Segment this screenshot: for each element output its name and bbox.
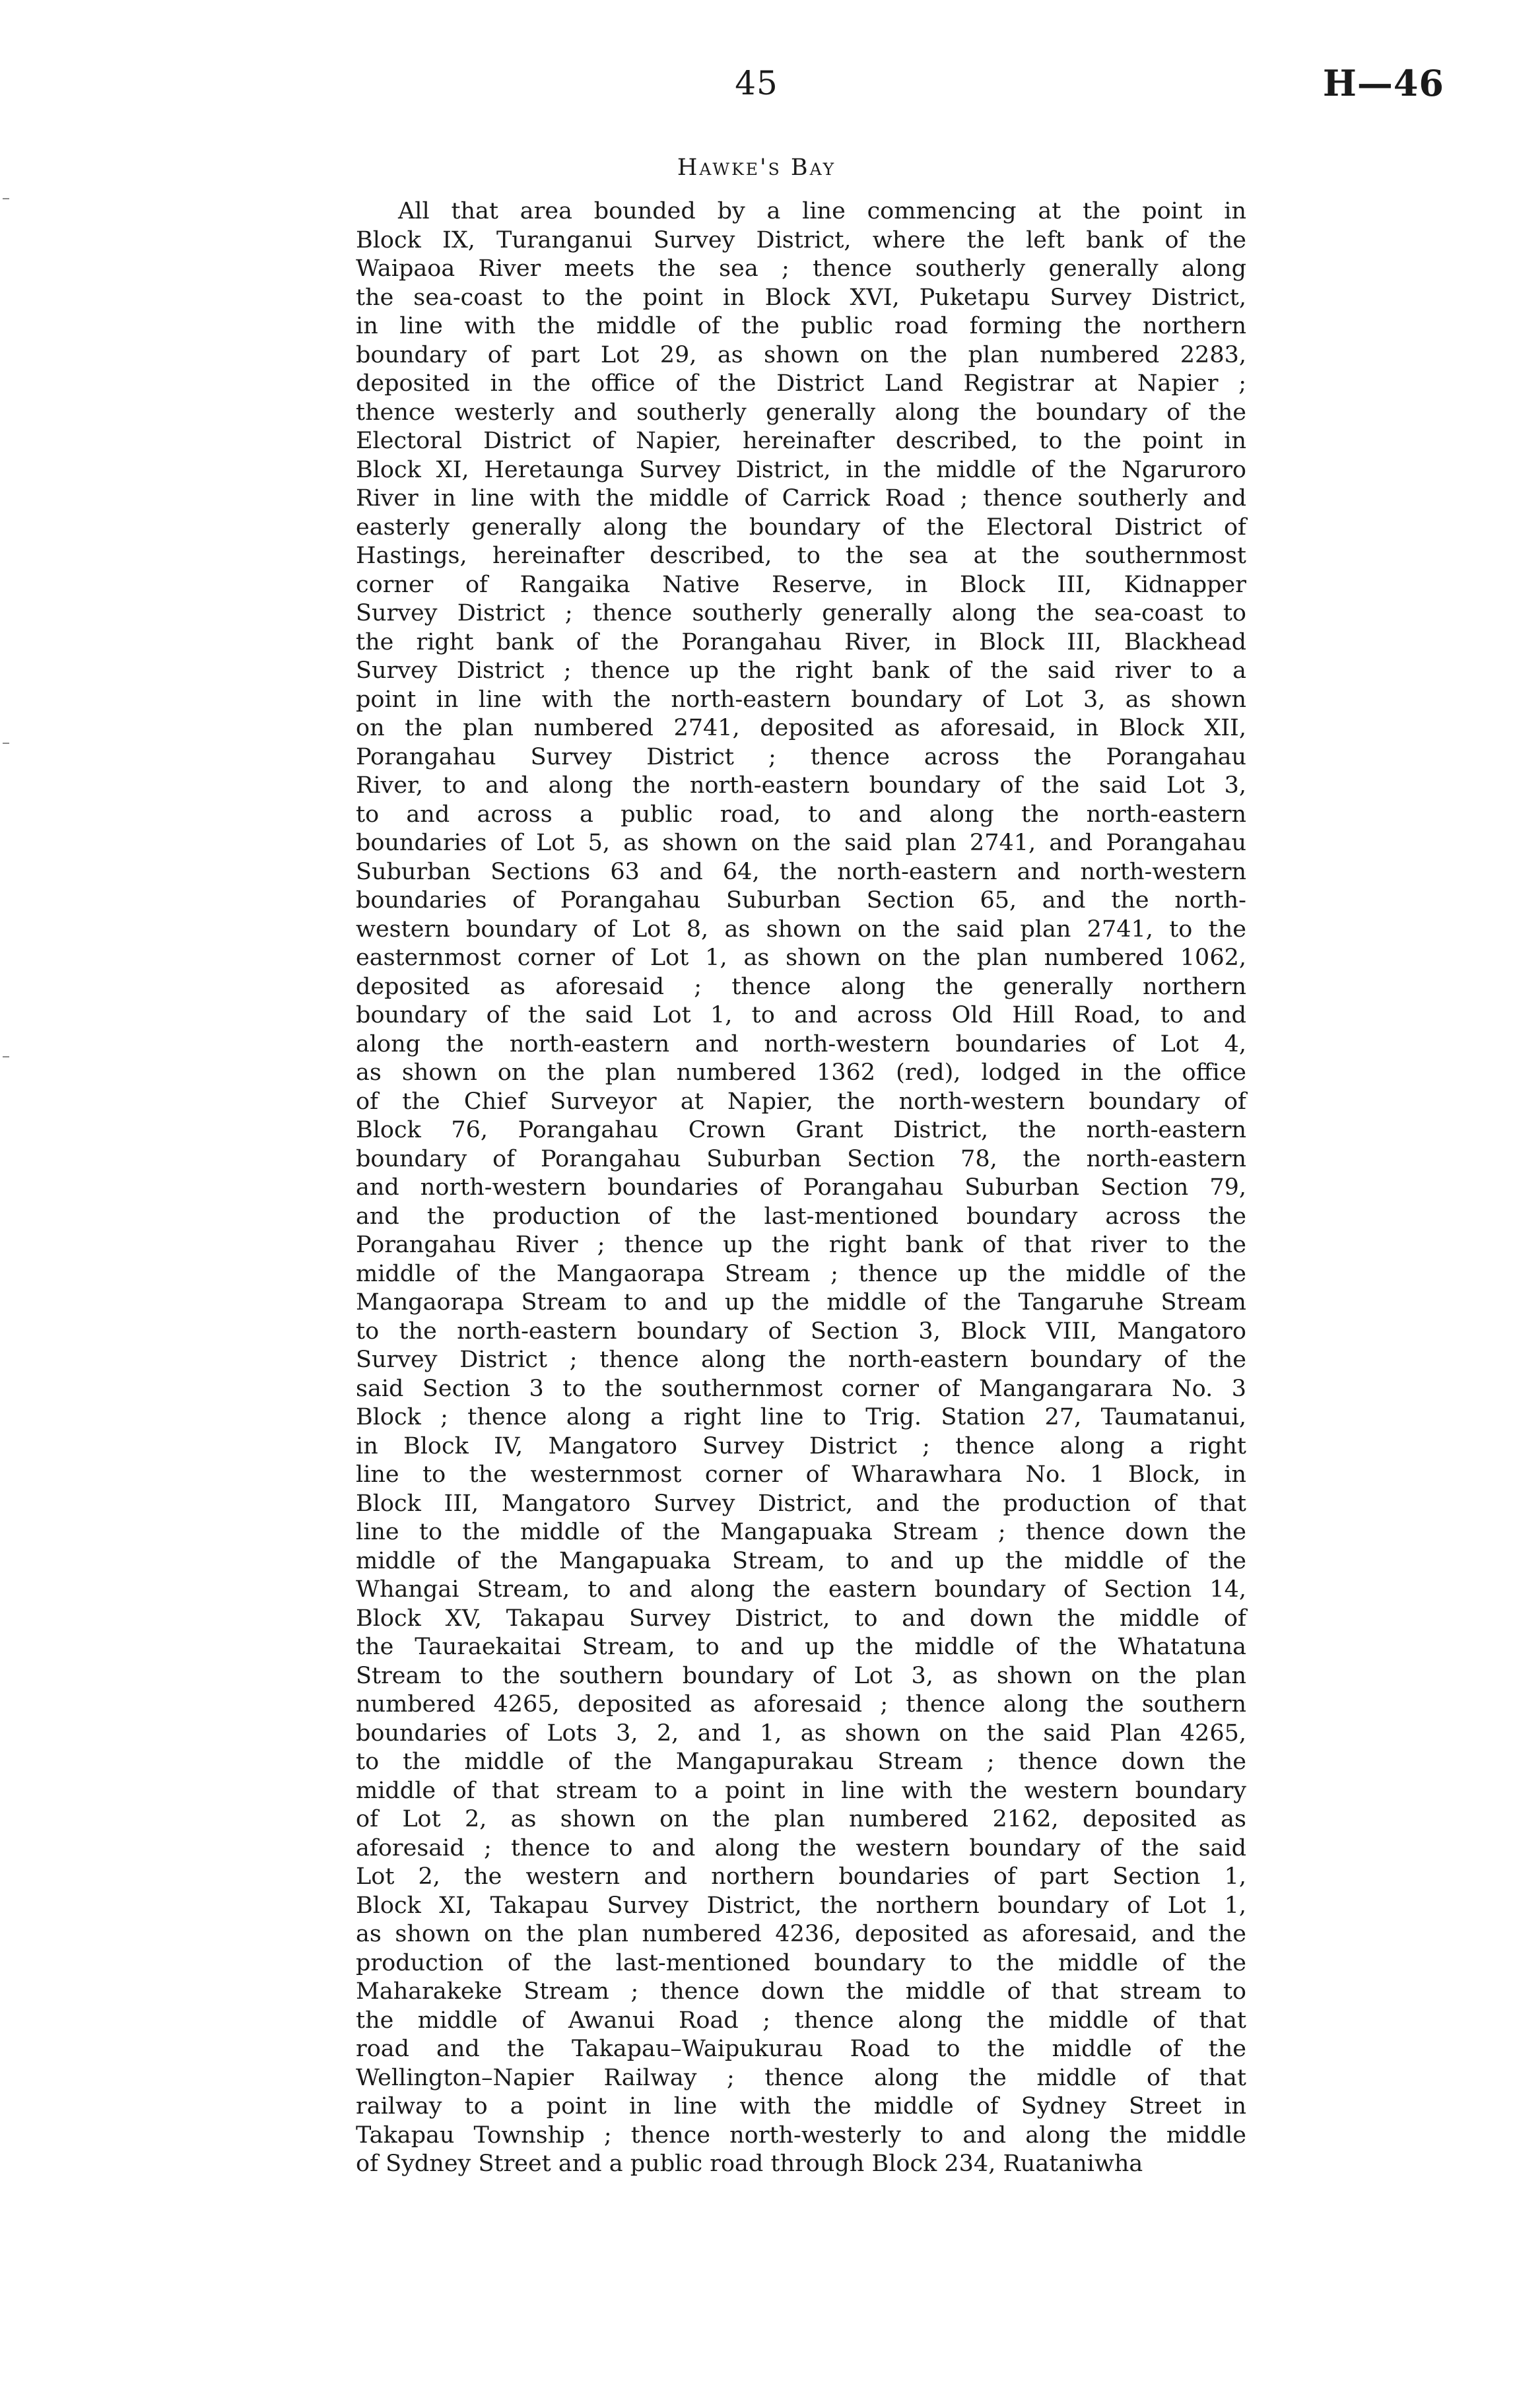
text-line: along the north-eastern and north-western boundaries of Lot 4,: [356, 1030, 1246, 1057]
text-line: Block XI, Takapau Survey District, the northern boundary of Lot 1,: [356, 1892, 1246, 1919]
text-line: Block 76, Porangahau Crown Grant District, the north-eastern: [356, 1117, 1246, 1143]
text-line: said Section 3 to the southernmost corner of Mangangarara No. 3: [356, 1375, 1246, 1402]
text-line: Survey District ; thence southerly generally along the sea-coast to: [356, 600, 1246, 626]
text-line: western boundary of Lot 8, as shown on the said plan 2741, to the: [356, 916, 1246, 943]
text-line: Block IX, Turanganui Survey District, where the left bank of the: [356, 226, 1246, 253]
text-line: deposited as aforesaid ; thence along the generally northern: [356, 973, 1246, 1000]
text-line: Electoral District of Napier, hereinafter described, to the point in: [356, 428, 1246, 454]
margin-mark: [3, 198, 9, 199]
text-line: Whangai Stream, to and along the eastern boundary of Section 14,: [356, 1576, 1246, 1603]
text-line: Block XI, Heretaunga Survey District, in the middle of the Ngaruroro: [356, 456, 1246, 483]
text-line: Hastings, hereinafter described, to the sea at the southernmost: [356, 543, 1246, 569]
text-line: Wellington–Napier Railway ; thence along the middle of that: [356, 2064, 1246, 2091]
text-line: numbered 4265, deposited as aforesaid ; thence along the southern: [356, 1691, 1246, 1718]
text-line: as shown on the plan numbered 1362 (red), lodged in the office: [356, 1059, 1246, 1086]
boundary-description: [356, 197, 1246, 2179]
text-line: Mangaorapa Stream to and up the middle of the Tangaruhe Stream: [356, 1289, 1246, 1316]
text-line: on the plan numbered 2741, deposited as aforesaid, in Block XII,: [356, 715, 1246, 741]
text-line: thence westerly and southerly generally along the boundary of the: [356, 399, 1246, 426]
text-line: deposited in the office of the District Land Registrar at Napier ;: [356, 370, 1246, 397]
text-line: Suburban Sections 63 and 64, the north-eastern and north-western: [356, 858, 1246, 885]
text-line: of Sydney Street and a public road through Block 234, Ruataniwha: [356, 2151, 1143, 2177]
text-line: line to the middle of the Mangapuaka Stream ; thence down the: [356, 1519, 1246, 1545]
text-line: of Lot 2, as shown on the plan numbered 2162, deposited as: [356, 1806, 1246, 1832]
text-line: boundary of Porangahau Suburban Section 78, the north-eastern: [356, 1145, 1246, 1172]
text-line: Block ; thence along a right line to Trig. Station 27, Taumatanui,: [356, 1404, 1246, 1430]
text-line: and north-western boundaries of Porangahau Suburban Section 79,: [356, 1174, 1246, 1201]
text-line: aforesaid ; thence to and along the western boundary of the said: [356, 1834, 1246, 1861]
margin-mark: [3, 1056, 9, 1057]
text-line: the right bank of the Porangahau River, in Block III, Blackhead: [356, 628, 1246, 655]
section-heading: Hawke's Bay: [677, 154, 836, 181]
text-line: road and the Takapau–Waipukurau Road to the middle of the: [356, 2036, 1246, 2062]
text-line: Survey District ; thence along the north-eastern boundary of the: [356, 1347, 1246, 1373]
text-line: Stream to the southern boundary of Lot 3, as shown on the plan: [356, 1662, 1246, 1689]
text-line: boundary of part Lot 29, as shown on the plan numbered 2283,: [356, 341, 1246, 368]
text-line: middle of the Mangapuaka Stream, to and up the middle of the: [356, 1547, 1246, 1574]
text-line: as shown on the plan numbered 4236, deposited as aforesaid, and the: [356, 1921, 1246, 1947]
text-line: railway to a point in line with the middle of Sydney Street in: [356, 2093, 1246, 2120]
text-line: middle of that stream to a point in line with the western boundary: [356, 1777, 1246, 1804]
text-line: Takapau Township ; thence north-westerly to and along the middle: [356, 2122, 1246, 2149]
text-line: Porangahau Survey District ; thence across the Porangahau: [356, 743, 1246, 770]
document-reference: H—46: [1322, 62, 1444, 104]
text-line: Block XV, Takapau Survey District, to and down the middle of: [356, 1605, 1246, 1632]
text-line: in Block IV, Mangatoro Survey District ; thence along a right: [356, 1432, 1246, 1459]
text-line: Block III, Mangatoro Survey District, and the production of that: [356, 1490, 1246, 1517]
text-line: middle of the Mangaorapa Stream ; thence up the middle of the: [356, 1260, 1246, 1287]
text-line: the Tauraekaitai Stream, to and up the middle of the Whatatuna: [356, 1634, 1246, 1660]
text-line: to the north-eastern boundary of Section 3, Block VIII, Mangatoro: [356, 1318, 1246, 1345]
text-line: All that area bounded by a line commencing at the point in: [398, 198, 1246, 224]
text-line: River in line with the middle of Carrick Road ; thence southerly and: [356, 485, 1246, 512]
page-number: 45: [735, 64, 778, 102]
text-line: Waipaoa River meets the sea ; thence southerly generally along: [356, 255, 1246, 282]
text-line: and the production of the last-mentioned boundary across the: [356, 1203, 1246, 1230]
text-line: in line with the middle of the public road forming the northern: [356, 313, 1246, 339]
text-line: production of the last-mentioned boundary to the middle of the: [356, 1949, 1246, 1976]
text-line: boundary of the said Lot 1, to and across Old Hill Road, to and: [356, 1002, 1246, 1028]
text-line: easternmost corner of Lot 1, as shown on the plan numbered 1062,: [356, 945, 1246, 971]
text-line: line to the westernmost corner of Wharawhara No. 1 Block, in: [356, 1461, 1246, 1488]
margin-mark: [3, 743, 9, 744]
text-line: boundaries of Lots 3, 2, and 1, as shown on the said Plan 4265,: [356, 1720, 1246, 1747]
text-line: the sea-coast to the point in Block XVI, Puketapu Survey District,: [356, 284, 1246, 311]
text-line: to the middle of the Mangapurakau Stream ; thence down the: [356, 1749, 1246, 1775]
text-line: the middle of Awanui Road ; thence along the middle of that: [356, 2007, 1246, 2034]
text-line: River, to and along the north-eastern boundary of the said Lot 3,: [356, 772, 1246, 799]
text-line: point in line with the north-eastern boundary of Lot 3, as shown: [356, 686, 1246, 713]
text-line: Survey District ; thence up the right bank of the said river to a: [356, 657, 1246, 684]
text-line: boundaries of Lot 5, as shown on the said plan 2741, and Porangahau: [356, 830, 1246, 856]
text-line: boundaries of Porangahau Suburban Section 65, and the north-: [356, 887, 1246, 914]
text-line: to and across a public road, to and along the north-eastern: [356, 801, 1246, 828]
text-line: Porangahau River ; thence up the right bank of that river to the: [356, 1232, 1246, 1258]
text-line: Maharakeke Stream ; thence down the middle of that stream to: [356, 1978, 1246, 2005]
text-line: Lot 2, the western and northern boundaries of part Section 1,: [356, 1863, 1246, 1890]
text-line: easterly generally along the boundary of the Electoral District of: [356, 514, 1246, 541]
text-line: corner of Rangaika Native Reserve, in Block III, Kidnapper: [356, 571, 1246, 598]
text-line: of the Chief Surveyor at Napier, the north-western boundary of: [356, 1088, 1246, 1115]
